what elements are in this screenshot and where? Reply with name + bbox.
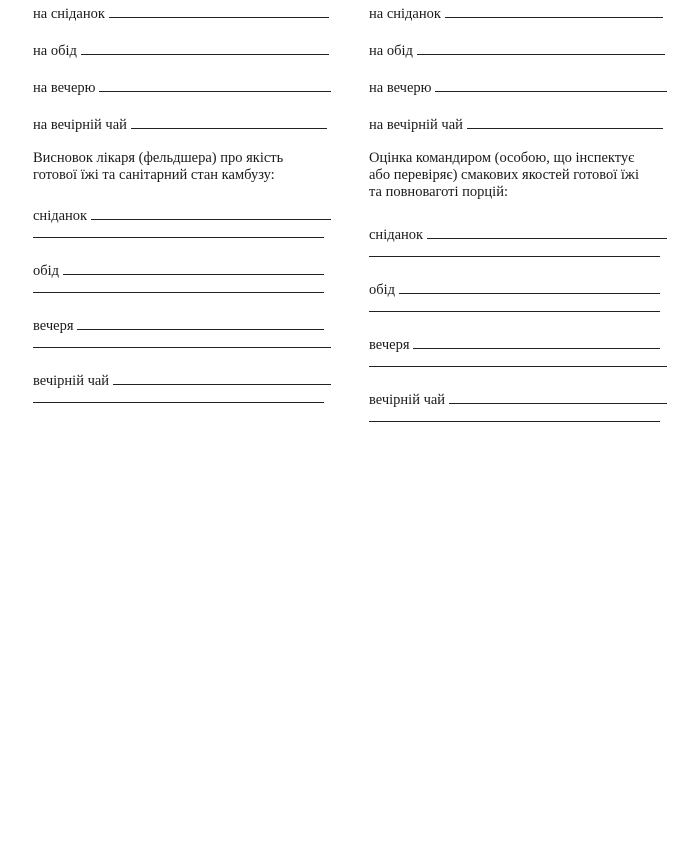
- field-label: вечірній чай: [369, 392, 446, 408]
- entry-field-breakfast[interactable]: [33, 205, 331, 223]
- fill-line[interactable]: [131, 114, 327, 129]
- fill-line[interactable]: [413, 334, 660, 349]
- field-label: на вечірній чай: [369, 117, 463, 133]
- continuation-line[interactable]: [33, 237, 324, 238]
- field-label: на вечерю: [369, 80, 432, 96]
- field-label: на обід: [33, 43, 77, 59]
- fill-line[interactable]: [63, 260, 324, 275]
- heading-line: Оцінка командиром (особою, що інспектує: [369, 150, 635, 166]
- commander-assessment-heading: [369, 150, 679, 201]
- fill-line[interactable]: [99, 77, 331, 92]
- fill-line[interactable]: [81, 40, 329, 55]
- entry-field-evening-tea[interactable]: [369, 389, 667, 407]
- continuation-line[interactable]: [369, 256, 660, 257]
- field-label: на вечерю: [33, 80, 96, 96]
- fill-line[interactable]: [399, 279, 660, 294]
- fill-line[interactable]: [467, 114, 663, 129]
- continuation-line[interactable]: [369, 311, 660, 312]
- entry-field-dinner[interactable]: [33, 315, 324, 333]
- fill-line[interactable]: [91, 205, 331, 220]
- field-label: на вечірній чай: [33, 117, 127, 133]
- meal-field-breakfast[interactable]: [369, 3, 663, 21]
- continuation-line[interactable]: [33, 402, 324, 403]
- heading-line: Висновок лікаря (фельдшера) про якість: [33, 150, 284, 166]
- field-label: на обід: [369, 43, 413, 59]
- entry-field-breakfast[interactable]: [369, 224, 667, 242]
- entry-field-evening-tea[interactable]: [33, 370, 331, 388]
- field-label: вечеря: [33, 318, 74, 334]
- heading-line: готової їжі та санітарний стан камбузу:: [33, 167, 275, 183]
- field-label: обід: [369, 282, 396, 298]
- field-label: обід: [33, 263, 60, 279]
- continuation-line[interactable]: [33, 292, 324, 293]
- meal-field-lunch[interactable]: [33, 40, 329, 58]
- heading-line: або перевіряє) смакових якостей готової їжі: [369, 167, 639, 183]
- field-label: на сніданок: [33, 6, 105, 22]
- continuation-line[interactable]: [369, 421, 660, 422]
- field-label: сніданок: [369, 227, 424, 243]
- fill-line[interactable]: [77, 315, 324, 330]
- fill-line[interactable]: [449, 389, 667, 404]
- field-label: вечеря: [369, 337, 410, 353]
- meal-field-evening-tea[interactable]: [369, 114, 663, 132]
- continuation-line[interactable]: [33, 347, 331, 348]
- field-label: вечірній чай: [33, 373, 110, 389]
- meal-field-lunch[interactable]: [369, 40, 665, 58]
- fill-line[interactable]: [435, 77, 667, 92]
- meal-field-evening-tea[interactable]: [33, 114, 327, 132]
- entry-field-lunch[interactable]: [33, 260, 324, 278]
- meal-field-breakfast[interactable]: [33, 3, 329, 21]
- continuation-line[interactable]: [369, 366, 667, 367]
- fill-line[interactable]: [427, 224, 667, 239]
- field-label: сніданок: [33, 208, 88, 224]
- fill-line[interactable]: [109, 3, 329, 18]
- doctor-conclusion-heading: [33, 150, 333, 184]
- meal-field-dinner[interactable]: [33, 77, 331, 95]
- meal-field-dinner[interactable]: [369, 77, 667, 95]
- fill-line[interactable]: [445, 3, 663, 18]
- entry-field-dinner[interactable]: [369, 334, 660, 352]
- fill-line[interactable]: [417, 40, 665, 55]
- entry-field-lunch[interactable]: [369, 279, 660, 297]
- fill-line[interactable]: [113, 370, 331, 385]
- heading-line: та повноваготі порцій:: [369, 184, 509, 200]
- field-label: на сніданок: [369, 6, 441, 22]
